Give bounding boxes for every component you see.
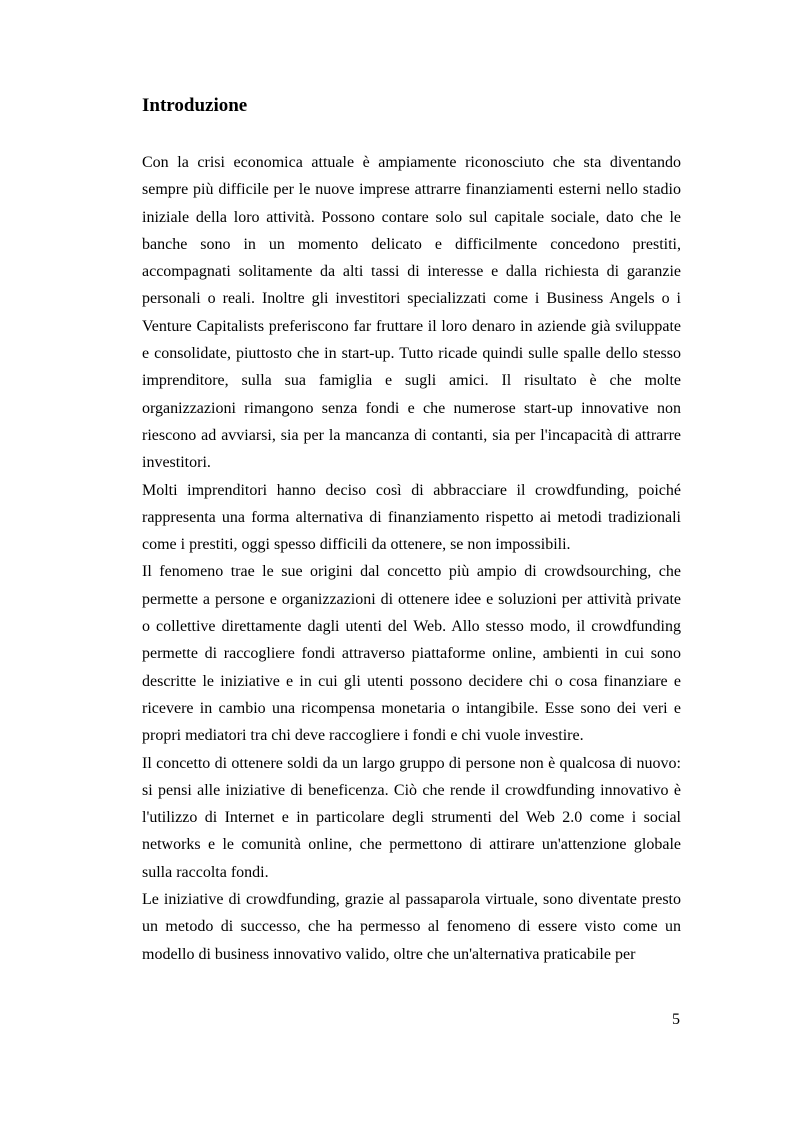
page-number: 5 [672,1011,680,1028]
body-text [142,149,681,968]
section-heading: Introduzione [142,95,248,116]
paragraph-4: Il concetto di ottenere soldi da un largo gruppo di persone non è qualcosa di nuovo: si pensi alle iniziative di beneficenza. Ciò che rende il crowdfunding innovativo è l'utilizzo di Internet e in particolare degli strumenti del Web 2.0 come i social networks e le comunità online, che permettono di attirare un'attenzione globale sulla raccolta fondi. [142,754,681,881]
paragraph-5: Le iniziative di crowdfunding, grazie al passaparola virtuale, sono diventate presto un metodo di successo, che ha permesso al fenomeno di essere visto come un modello di business innovativo valido, oltre che un'alternativa praticabile per [142,891,681,963]
paragraph-1: Con la crisi economica attuale è ampiamente riconosciuto che sta diventando sempre più difficile per le nuove imprese attrarre finanziamenti esterni nello stadio iniziale della loro attività. Possono contare solo sul capitale sociale, dato che le banche sono in un momento delicato e difficilmente concedono prestiti, accompagnati solitamente da alti tassi di interesse e dalla richiesta di garanzie personali o reali. Inoltre gli investitori specializzati come i Business Angels o i Venture Capitalists preferiscono far fruttare il loro denaro in aziende già sviluppate e consolidate, piuttosto che in start-up. Tutto ricade quindi sulle spalle dello stesso imprenditore, sulla sua famiglia e sugli amici. Il risultato è che molte organizzazioni rimangono senza fondi e che numerose start-up innovative non riescono ad avviarsi, sia per la mancanza di contanti, sia per l'incapacità di attrarre investitori. [142,154,681,472]
paragraph-2: Molti imprenditori hanno deciso così di abbracciare il crowdfunding, poiché rappresenta una forma alternativa di finanziamento rispetto ai metodi tradizionali come i prestiti, oggi spesso difficili da ottenere, se non impossibili. [142,481,681,554]
paragraph-3: Il fenomeno trae le sue origini dal concetto più ampio di crowdsourching, che permette a persone e organizzazioni di ottenere idee e soluzioni per attività private o collettive direttamente dagli utenti del Web. Allo stesso modo, il crowdfunding permette di raccogliere fondi attraverso piattaforme online, ambienti in cui sono descritte le iniziative e in cui gli utenti possono decidere chi o cosa finanziare e ricevere in cambio una ricompensa monetaria o intangibile. Esse sono dei veri e propri mediatori tra chi deve raccogliere i fondi e chi vuole investire. [142,563,681,745]
